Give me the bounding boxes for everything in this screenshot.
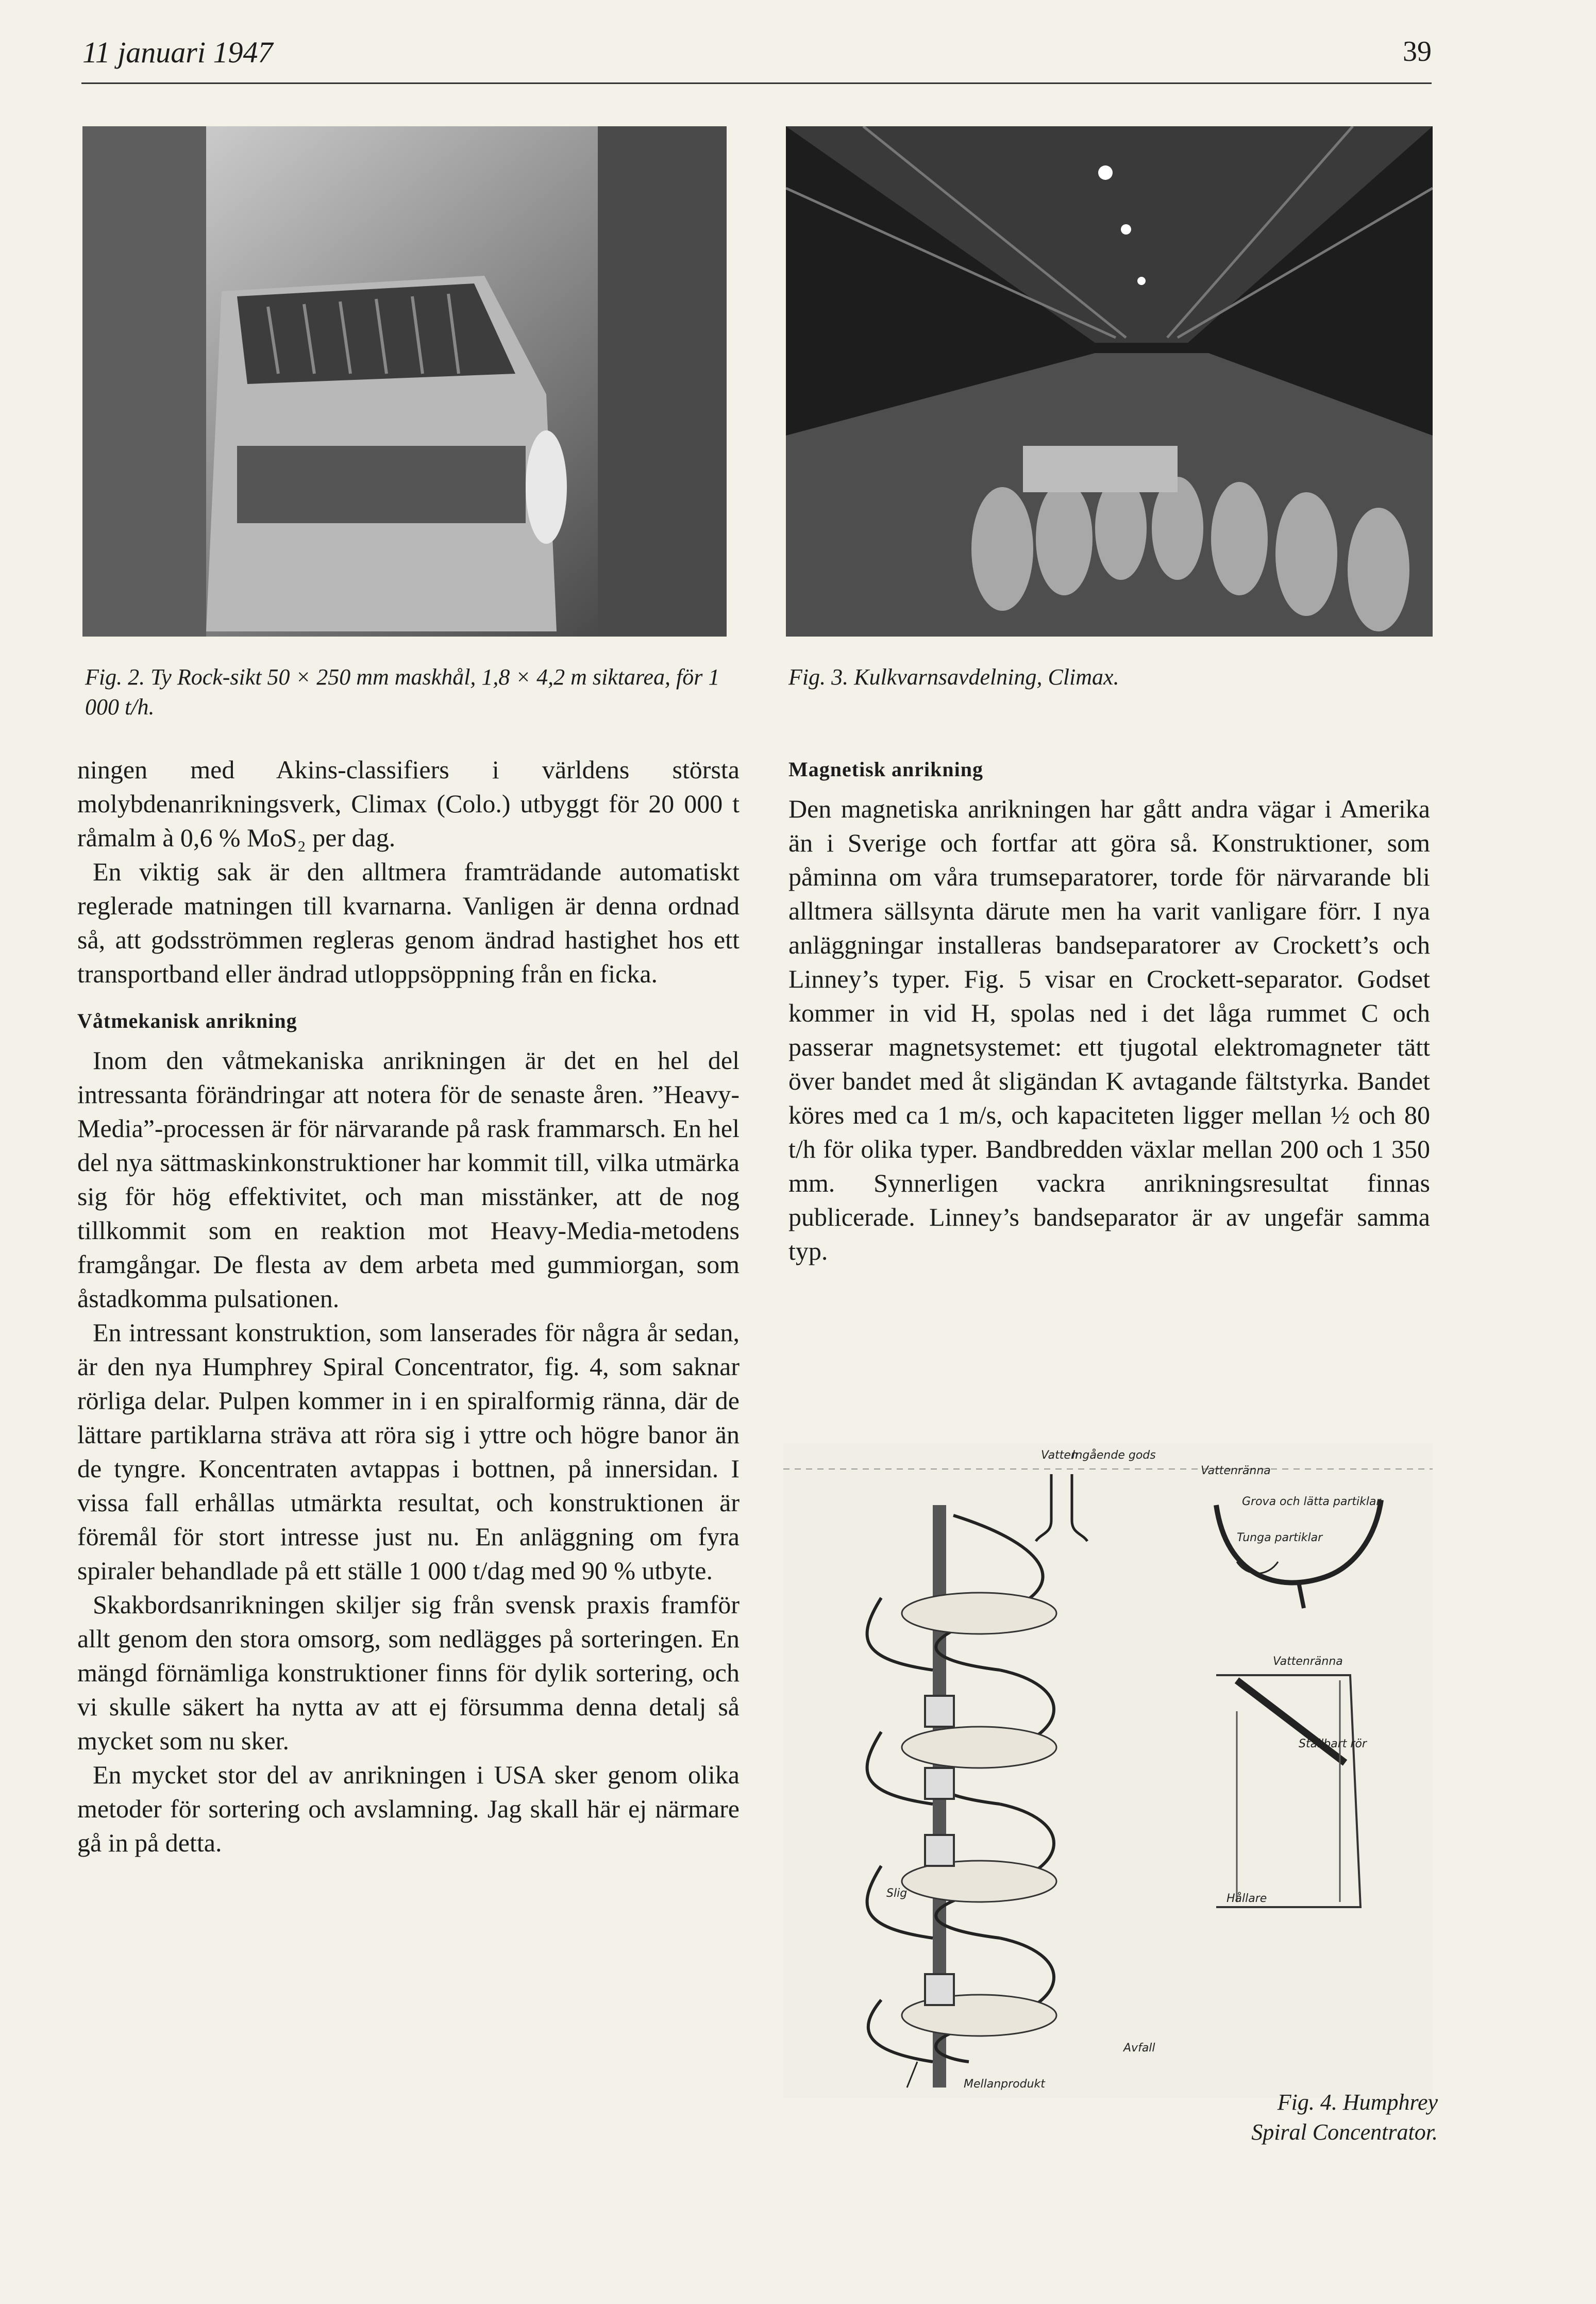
fig4-caption	[1206, 2088, 1438, 2147]
page-header	[81, 31, 1432, 84]
fig4-spiral-concentrator-diagram	[783, 1443, 1433, 2098]
fig2-caption: Fig. 2. Ty Rock-sikt 50 × 250 mm maskhål, 1,8 × 4,2 m siktarea, för 1 000 t/h.	[85, 664, 720, 720]
page-number: 39	[1403, 36, 1432, 68]
section-heading-vatmekanisk: Våtmekanisk anrikning	[77, 1009, 297, 1032]
label-stallbart-ror: Ställbart rör	[1299, 1738, 1367, 1750]
paragraph: En viktig sak är den alltmera framträdande automatiskt reglerade matningen till kvarnarna. Vanligen är denna ordnad så, att godsströmmen regleras genom ändrad hastighet hos ett transportband eller ändrad utloppsöppning från en ficka.	[77, 857, 740, 988]
label-vattenranna-top: Vattenränna	[1201, 1464, 1271, 1477]
label-ingaende-gods: Ingående gods	[1072, 1449, 1156, 1462]
fig2-photo-rock-screen	[82, 126, 727, 637]
header-date: 11 januari 1947	[82, 36, 273, 69]
left-text-column	[77, 753, 740, 1860]
label-vattenranna-mid: Vattenränna	[1273, 1655, 1343, 1668]
fig4-caption-line1: Fig. 4. Humphrey	[1277, 2090, 1438, 2115]
label-tunga-partiklar: Tunga partiklar	[1237, 1531, 1323, 1544]
label-hallare: Hållare	[1227, 1892, 1267, 1905]
section-heading-magnetisk: Magnetisk anrikning	[788, 758, 983, 781]
paragraph: Den magnetiska anrikningen har gått andra vägar i Amerika än i Sverige och fortfar att göra så. Konstruktioner, som påminna om våra trumseparatorer, torde för närvarande bli alltmera sällsynta därute men ha varit vanligare förr. I nya anläggningar installeras bandseparatorer av Crockett’s och Linney’s typer. Fig. 5 visar en Crockett-separator. Godset kommer in vid H, spolas ned i det låga rummet C och passerar magnetsystemet: ett tjugotal elektromagneter tätt över bandet med åt sligändan K avtagande fältstyrka. Bandet köres med ca 1 m/s, och kapaciteten ligger mellan ½ och 80 t/h för olika typer. Bandbredden växlar mellan 200 och 1 350 mm. Synnerligen vackra anrikningsresultat finnas publicerade. Linney’s bandseparator är av ungefär samma typ.	[788, 794, 1430, 1265]
label-mellanprodukt: Mellanprodukt	[964, 2078, 1045, 2091]
label-grova-latta-partiklar: Grova och lätta partiklar	[1242, 1495, 1381, 1508]
paragraph: En mycket stor del av anrikningen i USA sker genom olika metoder för sortering och avslamning. Jag skall här ej närmare gå in på detta.	[77, 1760, 740, 1857]
label-avfall: Avfall	[1123, 2042, 1155, 2055]
fig3-caption: Fig. 3. Kulkvarnsavdelning, Climax.	[788, 664, 1119, 690]
fig3-photo-ball-mill-department	[786, 126, 1433, 637]
adjustable-pipe	[1237, 1680, 1345, 1763]
paragraph: Skakbordsanrikningen skiljer sig från svensk praxis framför allt genom den stora omsorg, som nedlägges på sorteringen. En mängd förnämliga konstruktioner finns för dylik sortering, och vi skulle säkert ha nytta av att ej försumma denna detalj så mycket som nu sker.	[77, 1590, 740, 1755]
label-slig: Slig	[886, 1887, 908, 1900]
paragraph: En intressant konstruktion, som lanserades för några år sedan, är den nya Humphrey Spiral Concentrator, fig. 4, som saknar rörliga delar. Pulpen kommer in i en spiralformig ränna, där de lättare partiklarna sträva att röra sig i yttre och högre banor än de tyngre. Koncentraten avtappas i bottnen, på innersidan. I vissa fall erhållas utmärkta resultat, och konstruktionen är föremål för stort intresse just nu. En anläggning om fyra spiraler behandlade på ett ställe 1 000 t/dag med 90 % utbyte.	[77, 1318, 740, 1585]
paragraph: ningen med Akins-classifiers i världens största molybdenanrikningsverk, Climax (Colo.) utbyggt för 20 000 t råmalm à 0,6 % MoS₂ per dag.	[77, 755, 740, 852]
label-vatten: Vatten	[1041, 1449, 1078, 1462]
fig4-caption-line2: Spiral Concentrator.	[1251, 2119, 1438, 2145]
paragraph: Inom den våtmekaniska anrikningen är det en hel del intressanta förändringar att notera för de senaste åren. ”Heavy-Media”-processen är för närvarande på rask frammarsch. En hel del nya sättmaskinkonstruktioner har kommit till, vilka utmärka sig för hög effektivitet, och man misstänker, att de nog tillkommit som en reaktion mot Heavy-Media-metodens framgångar. De flesta av dem arbeta med gummiorgan, som åstadkomma pulsationen.	[77, 1046, 740, 1313]
right-text-column	[788, 753, 1430, 1268]
